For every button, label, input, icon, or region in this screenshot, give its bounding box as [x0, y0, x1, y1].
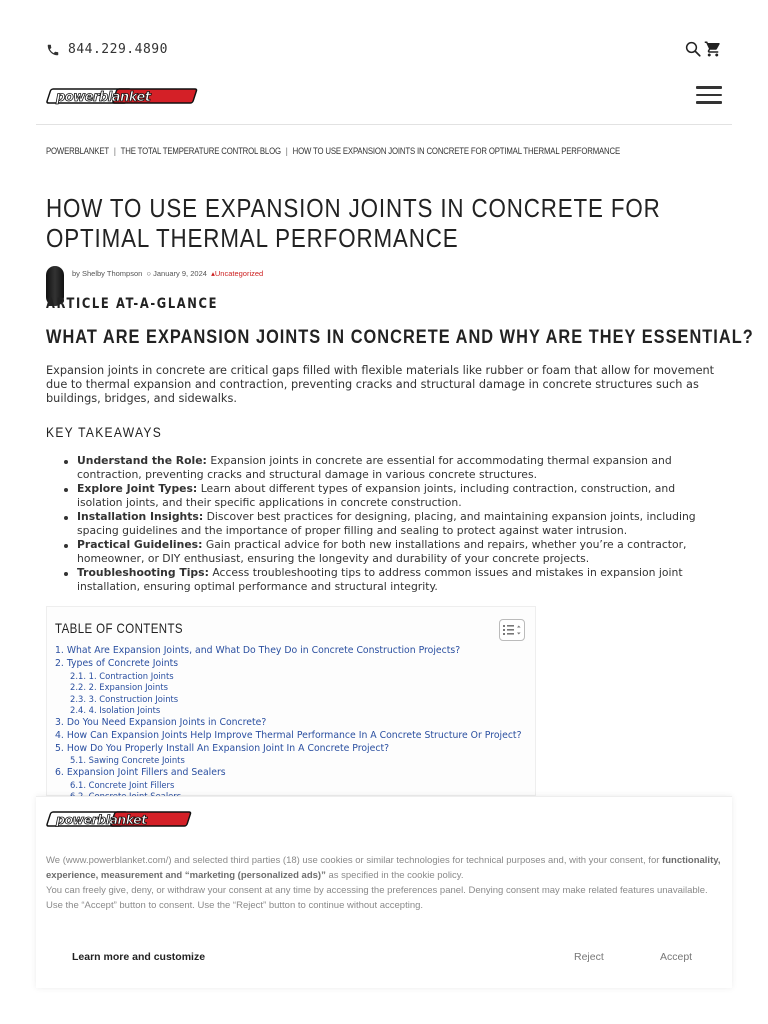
svg-text:powerblanket: powerblanket — [56, 90, 151, 105]
powerblanket-logo[interactable] — [46, 86, 198, 106]
list-toggle-icon — [503, 624, 521, 636]
takeaway-label: Troubleshooting Tips: — [77, 566, 209, 579]
toc-list — [55, 645, 522, 803]
intro-paragraph: Expansion joints in concrete are critical gaps filled with flexible materials like rubber or foam that allow for movement due to thermal expansion and contraction, preventing cracks and structural damage in concrete structures such as buildings, bridges, and sidewalks. — [46, 364, 715, 405]
takeaway-label: Practical Guidelines: — [77, 538, 203, 551]
takeaway-text: Expansion joints in concrete are essential for accommodating thermal expansion and contraction, preventing cracks and structural damage in various concrete structures. — [77, 454, 672, 481]
search-icon[interactable] — [684, 40, 702, 58]
toc-link[interactable]: 1. What Are Expansion Joints, and What Do They Do in Concrete Construction Projects? — [55, 645, 461, 656]
takeaway-label: Explore Joint Types: — [77, 482, 198, 495]
takeaways-list — [77, 454, 722, 594]
toc-link[interactable]: 6. Expansion Joint Fillers and Sealers — [55, 766, 226, 778]
cookie-text-intro: We (www.powerblanket.com/) and selected third parties (18) use cookies or similar technologies for technical purposes and, with your consent, for — [46, 855, 663, 866]
breadcrumb-item-blog[interactable]: THE TOTAL TEMPERATURE CONTROL BLOG — [120, 146, 281, 157]
cookie-banner — [36, 796, 732, 988]
table-of-contents — [46, 606, 536, 796]
toc-link[interactable]: 6.1. Concrete Joint Fillers — [70, 779, 175, 790]
toc-link[interactable]: 2. Types of Concrete Joints — [55, 657, 179, 669]
svg-text:powerblanket: powerblanket — [56, 812, 147, 827]
list-item — [77, 482, 722, 510]
phone-number: 844.229.4890 — [68, 42, 168, 57]
learn-more-button[interactable]: Learn more and customize — [72, 951, 206, 963]
takeaway-label: Installation Insights: — [77, 510, 204, 523]
list-item — [77, 454, 722, 482]
list-item — [77, 566, 722, 594]
breadcrumb-separator: | — [113, 146, 116, 157]
phone-link[interactable] — [46, 42, 168, 57]
breadcrumb-item-home[interactable]: POWERBLANKET — [46, 146, 109, 157]
author-name[interactable]: by Shelby Thompson — [72, 269, 143, 278]
toc-toggle-button[interactable] — [499, 619, 525, 641]
toc-link[interactable]: 5. How Do You Properly Install An Expansion Joint In A Concrete Project? — [55, 742, 390, 754]
cookie-text-withdraw: You can freely give, deny, or withdraw your consent at any time by accessing the preferences panel. Denying consent may make related features unavailable. — [46, 885, 708, 896]
breadcrumb-separator: | — [285, 146, 288, 157]
folder-icon: ▴ — [211, 269, 215, 278]
page-title: HOW TO USE EXPANSION JOINTS IN CONCRETE FOR OPTIMAL THERMAL PERFORMANCE — [46, 193, 661, 253]
takeaways-heading: KEY TAKEAWAYS — [46, 424, 163, 440]
powerblanket-logo — [46, 809, 192, 829]
breadcrumb — [46, 146, 621, 157]
cookie-text-policy: as specified in the cookie policy. — [325, 870, 464, 881]
toc-title: TABLE OF CONTENTS — [55, 620, 183, 636]
top-bar — [46, 42, 722, 62]
cookie-text-purposes: functionality, experience, measurement and “marketing (personalized ads)” — [46, 855, 721, 881]
clock-icon: ○ — [146, 269, 152, 278]
cookie-text-buttons: Use the “Accept” button to consent. Use the “Reject” button to continue without accepting. — [46, 900, 424, 911]
meta-line — [72, 269, 263, 278]
toc-link[interactable]: 5.1. Sawing Concrete Joints — [70, 755, 185, 766]
header-divider — [36, 124, 732, 125]
reject-button[interactable]: Reject — [574, 951, 604, 963]
hamburger-menu-icon[interactable] — [696, 86, 722, 106]
cookie-consent-text — [46, 853, 730, 913]
toc-link[interactable]: 2.4. 4. Isolation Joints — [70, 705, 161, 716]
takeaway-text: Discover best practices for designing, placing, and maintaining expansion joints, including spacing guidelines and the importance of proper filling and sealing to protect against water intrusion. — [77, 510, 696, 537]
toc-link[interactable]: 2.2. 2. Expansion Joints — [70, 682, 168, 693]
list-item — [77, 510, 722, 538]
takeaway-text: Gain practical advice for both new installations and repairs, whether you’re a contractor, homeowner, or DIY enthusiast, ensuring the longevity and durability of your concrete projects. — [77, 538, 687, 565]
header-actions — [684, 40, 722, 58]
takeaway-label: Understand the Role: — [77, 454, 207, 467]
question-heading: WHAT ARE EXPANSION JOINTS IN CONCRETE AND WHY ARE THEY ESSENTIAL? — [46, 327, 754, 348]
cart-icon[interactable] — [704, 40, 722, 58]
toc-link[interactable]: 4. How Can Expansion Joints Help Improve Thermal Performance In A Concrete Structure Or Project? — [55, 729, 522, 741]
publish-date: January 9, 2024 — [153, 269, 207, 278]
takeaway-text: Access troubleshooting tips to address common issues and mistakes in expansion joint installation, ensuring optimal performance and structural integrity. — [77, 566, 683, 593]
glance-heading: ARTICLE AT-A-GLANCE — [46, 296, 219, 312]
toc-link[interactable]: 3. Do You Need Expansion Joints in Concrete? — [55, 716, 267, 728]
breadcrumb-item-current: HOW TO USE EXPANSION JOINTS IN CONCRETE FOR OPTIMAL THERMAL PERFORMANCE — [292, 146, 621, 157]
phone-icon — [46, 43, 60, 57]
toc-link[interactable]: 2.1. 1. Contraction Joints — [70, 670, 174, 681]
category-link[interactable]: Uncategorized — [214, 269, 264, 278]
list-item — [77, 538, 722, 566]
takeaway-text: Learn about different types of expansion joints, including contraction, construction, and isolation joints, and their specific applications in concrete construction. — [77, 482, 676, 509]
toc-link[interactable]: 2.3. 3. Construction Joints — [70, 693, 179, 704]
accept-button[interactable]: Accept — [660, 951, 693, 963]
